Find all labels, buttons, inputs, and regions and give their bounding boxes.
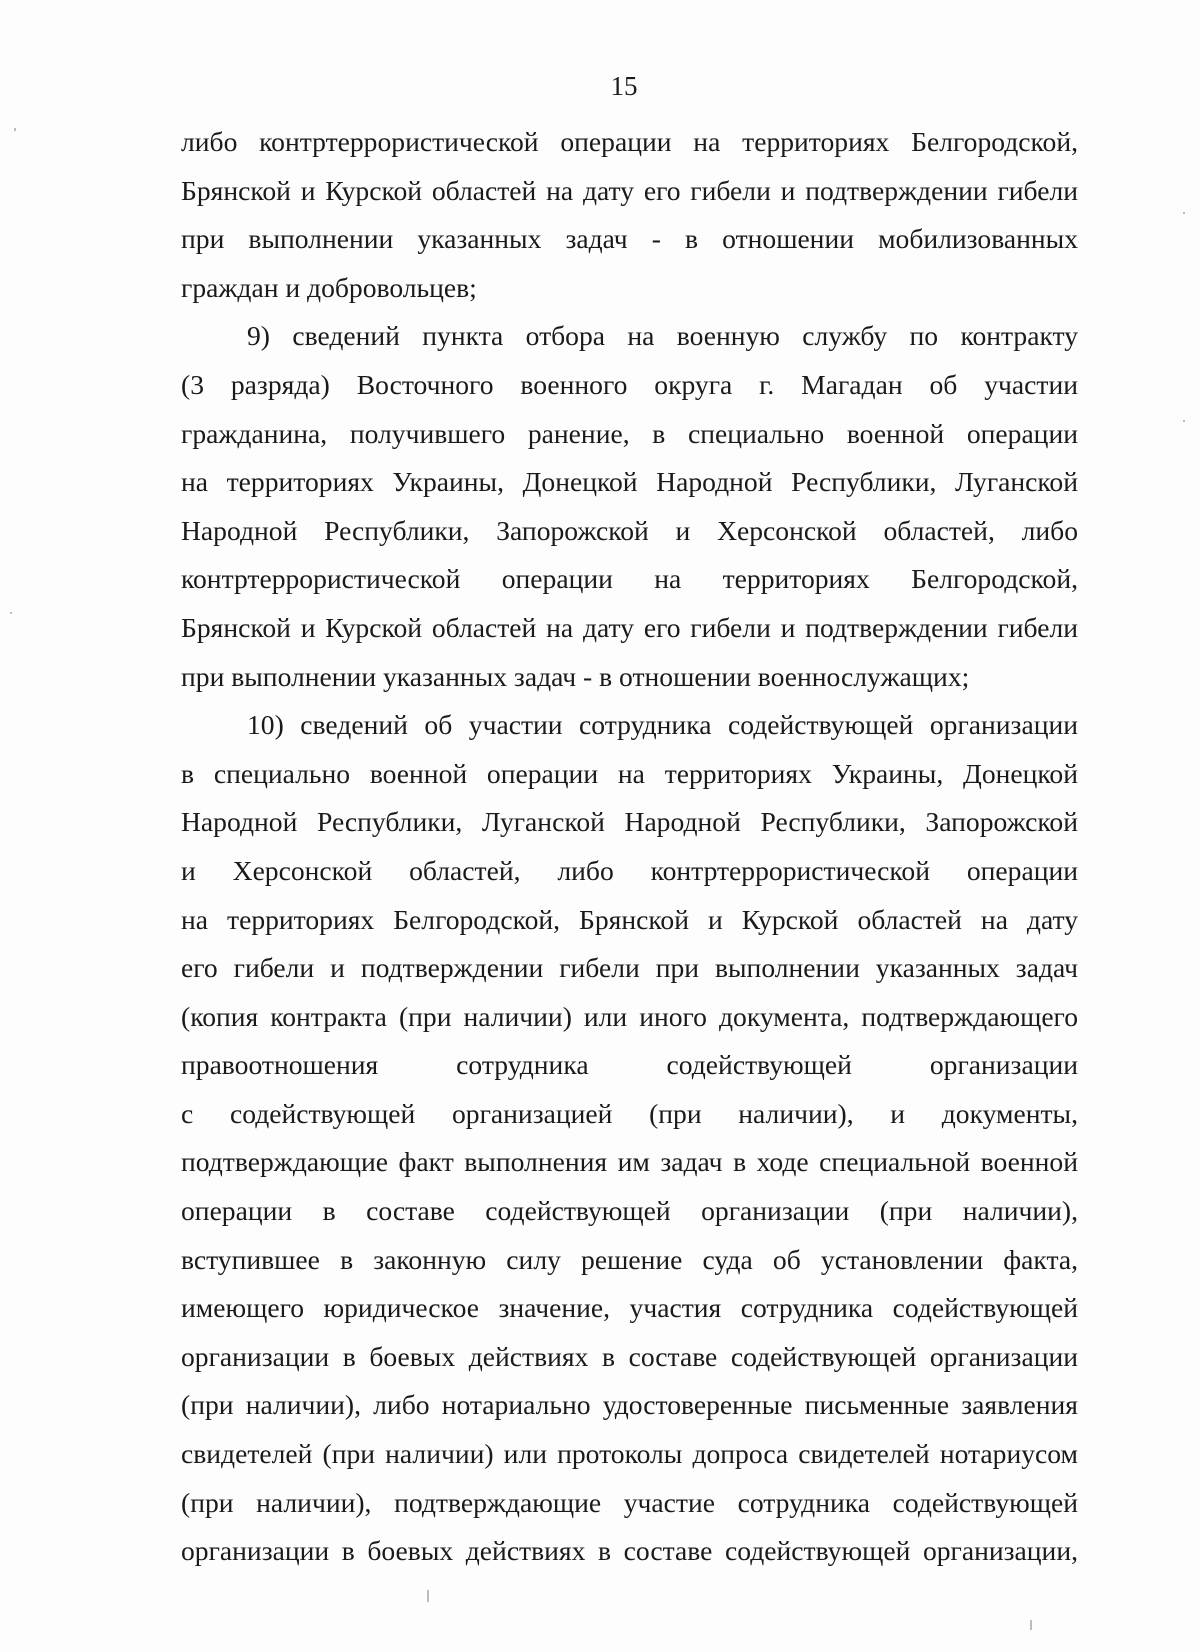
scan-speck — [427, 1590, 429, 1602]
text-line: свидетелей (при наличии) или протоколы допроса свидетелей нотариусом — [181, 1438, 1078, 1470]
text-line: граждан и добровольцев; — [181, 271, 477, 303]
text-line: (при наличии), либо нотариально удостоверенные письменные заявления — [181, 1389, 1078, 1421]
text-line: в специально военной операции на территориях Украины, Донецкой — [181, 757, 1078, 789]
text-line: (копия контракта (при наличии) или иного документа, подтверждающего — [181, 1000, 1078, 1032]
text-line: организации в боевых действиях в составе содействующей организации — [181, 1340, 1078, 1372]
text-line: контртеррористической операции на территориях Белгородской, — [181, 563, 1078, 595]
scan-speck — [1030, 1620, 1032, 1630]
text-line: либо контртеррористической операции на территориях Белгородской, — [181, 126, 1078, 157]
text-line: операции в составе содействующей организации (при наличии), — [181, 1195, 1078, 1227]
text-line: при выполнении указанных задач - в отношении военнослужащих; — [181, 660, 970, 692]
scan-speck — [1183, 420, 1185, 422]
text-line: Брянской и Курской областей на дату его гибели и подтверждении гибели — [181, 174, 1078, 206]
text-line: гражданина, получившего ранение, в специально военной операции — [181, 417, 1078, 449]
text-line: на территориях Белгородской, Брянской и Курской областей на дату — [181, 903, 1078, 935]
page-number: 15 — [610, 71, 638, 101]
text-line: имеющего юридическое значение, участия сотрудника содействующей — [181, 1292, 1078, 1324]
text-line: 9) сведений пункта отбора на военную службу по контракту — [247, 320, 1078, 352]
text-line: Народной Республики, Запорожской и Херсонской областей, либо — [181, 514, 1078, 546]
text-line: (3 разряда) Восточного военного округа г. Магадан об участии — [181, 368, 1078, 400]
text-line: (при наличии), подтверждающие участие сотрудника содействующей — [181, 1486, 1078, 1518]
document-body — [181, 118, 1078, 1576]
text-line: его гибели и подтверждении гибели при выполнении указанных задач — [181, 952, 1078, 984]
text-line: 10) сведений об участии сотрудника содействующей организации — [247, 709, 1078, 741]
text-line: подтверждающие факт выполнения им задач в ходе специальной военной — [181, 1146, 1078, 1178]
text-line: вступившее в законную силу решение суда об установлении факта, — [181, 1243, 1078, 1275]
text-line: на территориях Украины, Донецкой Народной Республики, Луганской — [181, 466, 1078, 498]
text-line: организации в боевых действиях в составе содействующей организации, — [181, 1535, 1078, 1567]
scan-speck — [14, 128, 16, 131]
text-line: с содействующей организацией (при наличии), и документы, — [181, 1097, 1078, 1129]
text-line: Брянской и Курской областей на дату его гибели и подтверждении гибели — [181, 611, 1078, 643]
text-line: и Херсонской областей, либо контртеррористической операции — [181, 854, 1078, 886]
scan-speck — [10, 612, 12, 614]
text-line: при выполнении указанных задач - в отношении мобилизованных — [181, 223, 1078, 255]
scan-speck — [1183, 212, 1185, 214]
text-line: Народной Республики, Луганской Народной Республики, Запорожской — [181, 806, 1078, 838]
text-line: правоотношения сотрудника содействующей организации — [181, 1049, 1078, 1081]
